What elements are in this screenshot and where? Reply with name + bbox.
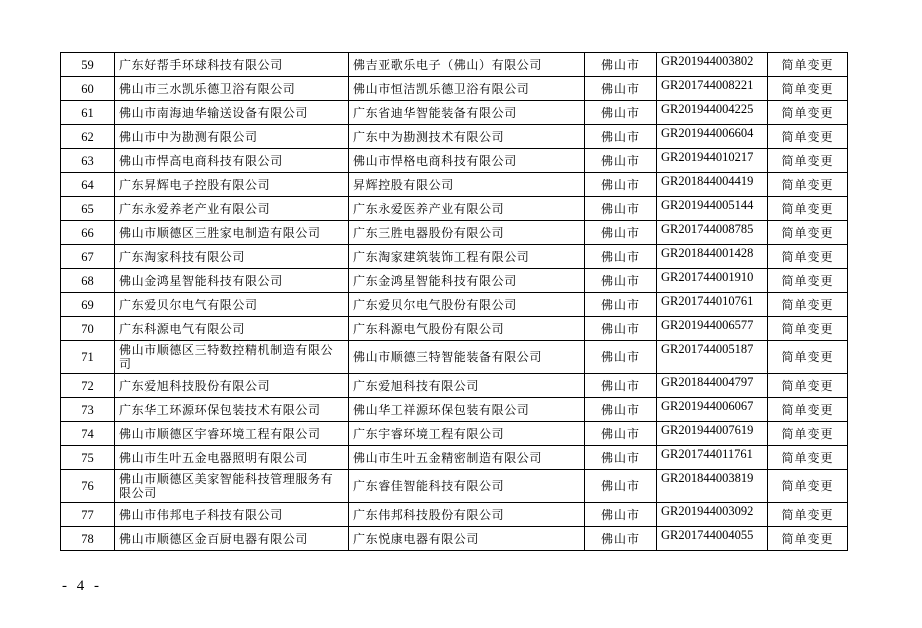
row-number: 65 — [61, 197, 115, 221]
table-row — [61, 149, 848, 173]
change-type: 简单变更 — [768, 503, 848, 527]
change-type: 简单变更 — [768, 125, 848, 149]
original-company-name: 佛山市顺德区美家智能科技管理服务有限公司 — [115, 470, 349, 503]
table-row — [61, 503, 848, 527]
city: 佛山市 — [585, 173, 657, 197]
original-company-name: 广东爱贝尔电气有限公司 — [115, 293, 349, 317]
certificate-number: GR201744008785 — [657, 221, 768, 245]
new-company-name: 广东伟邦科技股份有限公司 — [349, 503, 585, 527]
certificate-number: GR201944006067 — [657, 398, 768, 422]
change-type: 简单变更 — [768, 398, 848, 422]
original-company-name: 佛山市伟邦电子科技有限公司 — [115, 503, 349, 527]
city: 佛山市 — [585, 269, 657, 293]
row-number: 74 — [61, 422, 115, 446]
city: 佛山市 — [585, 398, 657, 422]
certificate-number: GR201944007619 — [657, 422, 768, 446]
original-company-name: 佛山市顺德区金百厨电器有限公司 — [115, 527, 349, 551]
row-number: 69 — [61, 293, 115, 317]
original-company-name: 广东科源电气有限公司 — [115, 317, 349, 341]
change-type: 简单变更 — [768, 245, 848, 269]
change-type: 简单变更 — [768, 341, 848, 374]
original-company-name: 广东华工环源环保包装技术有限公司 — [115, 398, 349, 422]
new-company-name: 佛吉亚歌乐电子（佛山）有限公司 — [349, 53, 585, 77]
original-company-name: 佛山市中为勘测有限公司 — [115, 125, 349, 149]
change-type: 简单变更 — [768, 149, 848, 173]
city: 佛山市 — [585, 149, 657, 173]
row-number: 60 — [61, 77, 115, 101]
new-company-name: 佛山市顺德三特智能装备有限公司 — [349, 341, 585, 374]
new-company-name: 昇辉控股有限公司 — [349, 173, 585, 197]
page-number: - 4 - — [62, 578, 102, 594]
table-row — [61, 446, 848, 470]
new-company-name: 广东科源电气股份有限公司 — [349, 317, 585, 341]
table-row — [61, 197, 848, 221]
change-type: 简单变更 — [768, 374, 848, 398]
row-number: 62 — [61, 125, 115, 149]
change-type: 简单变更 — [768, 422, 848, 446]
change-type: 简单变更 — [768, 53, 848, 77]
table-body — [61, 53, 848, 551]
certificate-number: GR201844004797 — [657, 374, 768, 398]
new-company-name: 广东金鸿星智能科技有限公司 — [349, 269, 585, 293]
certificate-number: GR201744005187 — [657, 341, 768, 374]
change-type: 简单变更 — [768, 197, 848, 221]
city: 佛山市 — [585, 293, 657, 317]
row-number: 61 — [61, 101, 115, 125]
original-company-name: 广东永爱养老产业有限公司 — [115, 197, 349, 221]
new-company-name: 佛山市恒洁凯乐德卫浴有限公司 — [349, 77, 585, 101]
row-number: 64 — [61, 173, 115, 197]
certificate-number: GR201944004225 — [657, 101, 768, 125]
city: 佛山市 — [585, 53, 657, 77]
original-company-name: 佛山市顺德区宇睿环境工程有限公司 — [115, 422, 349, 446]
table-row — [61, 101, 848, 125]
original-company-name: 佛山金鸿星智能科技有限公司 — [115, 269, 349, 293]
city: 佛山市 — [585, 527, 657, 551]
table-row — [61, 470, 848, 503]
certificate-number: GR201944010217 — [657, 149, 768, 173]
row-number: 75 — [61, 446, 115, 470]
table-row — [61, 398, 848, 422]
change-type: 简单变更 — [768, 77, 848, 101]
change-type: 简单变更 — [768, 470, 848, 503]
row-number: 76 — [61, 470, 115, 503]
row-number: 68 — [61, 269, 115, 293]
row-number: 72 — [61, 374, 115, 398]
table-row — [61, 341, 848, 374]
table-row — [61, 527, 848, 551]
row-number: 73 — [61, 398, 115, 422]
new-company-name: 广东睿佳智能科技有限公司 — [349, 470, 585, 503]
table-row — [61, 53, 848, 77]
new-company-name: 广东三胜电器股份有限公司 — [349, 221, 585, 245]
row-number: 63 — [61, 149, 115, 173]
table-row — [61, 77, 848, 101]
certificate-number: GR201744001910 — [657, 269, 768, 293]
certificate-number: GR201744011761 — [657, 446, 768, 470]
row-number: 78 — [61, 527, 115, 551]
change-type: 简单变更 — [768, 527, 848, 551]
original-company-name: 广东淘家科技有限公司 — [115, 245, 349, 269]
city: 佛山市 — [585, 77, 657, 101]
table-row — [61, 317, 848, 341]
table-row — [61, 422, 848, 446]
original-company-name: 佛山市南海迪华输送设备有限公司 — [115, 101, 349, 125]
original-company-name: 佛山市顺德区三特数控精机制造有限公司 — [115, 341, 349, 374]
row-number: 67 — [61, 245, 115, 269]
table-row — [61, 245, 848, 269]
table-row — [61, 125, 848, 149]
certificate-number: GR201744004055 — [657, 527, 768, 551]
row-number: 70 — [61, 317, 115, 341]
row-number: 71 — [61, 341, 115, 374]
certificate-number: GR201844004419 — [657, 173, 768, 197]
city: 佛山市 — [585, 197, 657, 221]
table-row — [61, 173, 848, 197]
city: 佛山市 — [585, 221, 657, 245]
new-company-name: 佛山华工祥源环保包装有限公司 — [349, 398, 585, 422]
certificate-number: GR201944003092 — [657, 503, 768, 527]
table-row — [61, 374, 848, 398]
certificate-number: GR201744010761 — [657, 293, 768, 317]
certificate-number: GR201944006577 — [657, 317, 768, 341]
row-number: 77 — [61, 503, 115, 527]
city: 佛山市 — [585, 422, 657, 446]
row-number: 66 — [61, 221, 115, 245]
original-company-name: 广东昇辉电子控股有限公司 — [115, 173, 349, 197]
original-company-name: 佛山市悍高电商科技有限公司 — [115, 149, 349, 173]
certificate-number: GR201944006604 — [657, 125, 768, 149]
new-company-name: 广东省迪华智能装备有限公司 — [349, 101, 585, 125]
change-type: 简单变更 — [768, 293, 848, 317]
new-company-name: 广东淘家建筑装饰工程有限公司 — [349, 245, 585, 269]
new-company-name: 佛山市悍格电商科技有限公司 — [349, 149, 585, 173]
new-company-name: 广东悦康电器有限公司 — [349, 527, 585, 551]
certificate-number: GR201744008221 — [657, 77, 768, 101]
change-type: 简单变更 — [768, 269, 848, 293]
new-company-name: 广东永爱医养产业有限公司 — [349, 197, 585, 221]
original-company-name: 佛山市顺德区三胜家电制造有限公司 — [115, 221, 349, 245]
company-change-table — [60, 52, 848, 551]
certificate-number: GR201944003802 — [657, 53, 768, 77]
table-row — [61, 221, 848, 245]
new-company-name: 广东中为勘测技术有限公司 — [349, 125, 585, 149]
city: 佛山市 — [585, 101, 657, 125]
row-number: 59 — [61, 53, 115, 77]
city: 佛山市 — [585, 374, 657, 398]
change-type: 简单变更 — [768, 173, 848, 197]
certificate-number: GR201944005144 — [657, 197, 768, 221]
change-type: 简单变更 — [768, 221, 848, 245]
city: 佛山市 — [585, 245, 657, 269]
new-company-name: 广东爱旭科技有限公司 — [349, 374, 585, 398]
certificate-number: GR201844003819 — [657, 470, 768, 503]
table-row — [61, 269, 848, 293]
original-company-name: 佛山市生叶五金电器照明有限公司 — [115, 446, 349, 470]
original-company-name: 广东好帮手环球科技有限公司 — [115, 53, 349, 77]
original-company-name: 广东爱旭科技股份有限公司 — [115, 374, 349, 398]
new-company-name: 广东爱贝尔电气股份有限公司 — [349, 293, 585, 317]
change-type: 简单变更 — [768, 101, 848, 125]
change-type: 简单变更 — [768, 317, 848, 341]
city: 佛山市 — [585, 125, 657, 149]
city: 佛山市 — [585, 317, 657, 341]
city: 佛山市 — [585, 470, 657, 503]
city: 佛山市 — [585, 503, 657, 527]
city: 佛山市 — [585, 446, 657, 470]
table-row — [61, 293, 848, 317]
original-company-name: 佛山市三水凯乐德卫浴有限公司 — [115, 77, 349, 101]
city: 佛山市 — [585, 341, 657, 374]
certificate-number: GR201844001428 — [657, 245, 768, 269]
new-company-name: 佛山市生叶五金精密制造有限公司 — [349, 446, 585, 470]
change-type: 简单变更 — [768, 446, 848, 470]
new-company-name: 广东宇睿环境工程有限公司 — [349, 422, 585, 446]
